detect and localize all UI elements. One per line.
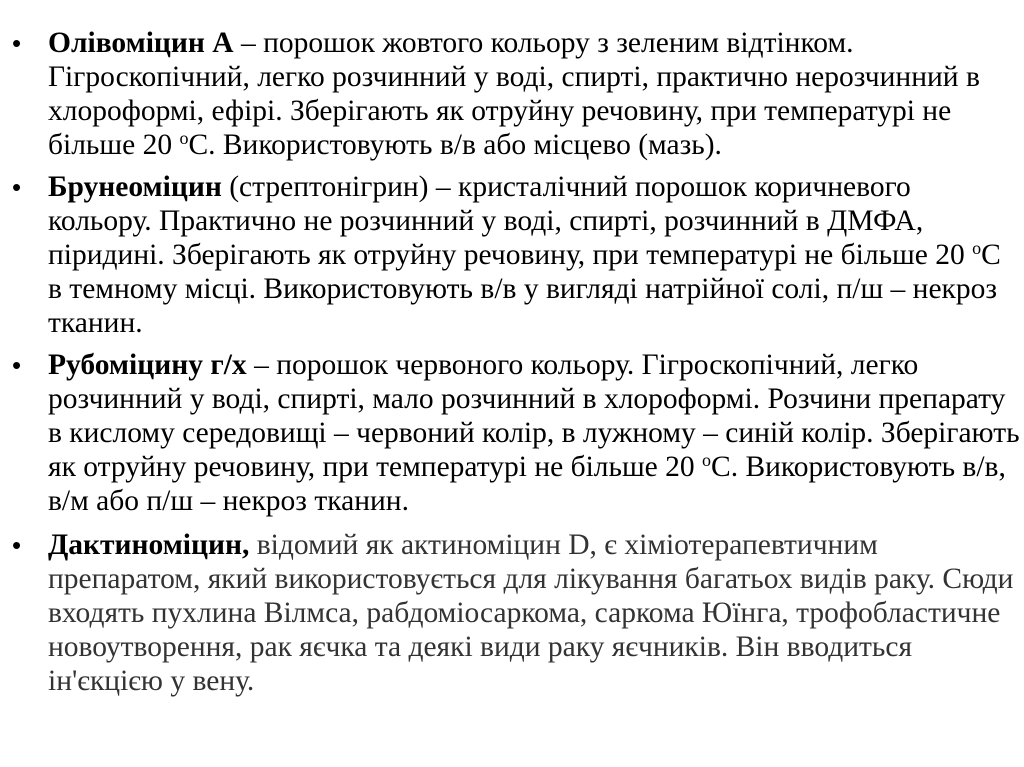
bullet-text	[48, 528, 1020, 698]
bullet-text	[48, 348, 1020, 518]
bullet-text	[48, 170, 1020, 340]
bullet-item	[0, 528, 1024, 698]
degree-superscript: о	[179, 128, 189, 148]
bullet-item	[0, 348, 1024, 518]
drug-name: Олівоміцин А	[48, 27, 234, 59]
description-text: – порошок червоного кольору. Гігроскопічний, легко розчинний у воді, спирті, мало розчинний в хлороформі. Розчини препарату в кислому середовищі – червоний колір, в лужному – синій колір. Зберігають як отруйну речовину, при температурі не більше 20	[48, 349, 1020, 483]
description-text: С в темному місці. Використовують в/в у вигляді натрійної солі, п/ш – некроз тканин.	[48, 239, 1001, 339]
drug-name: Брунеоміцин	[48, 171, 222, 203]
bullet-dot-icon: •	[12, 28, 22, 58]
bullet-item	[0, 26, 1024, 162]
degree-superscript: о	[702, 450, 712, 470]
description-text: (стрептонігрин) – кристалічний порошок коричневого кольору. Практично не розчинний у воді, спирті, розчинний в ДМФА, піридині. Зберігають як отруйну речовину, при температурі не більше 20	[48, 171, 973, 271]
bullet-item	[0, 170, 1024, 340]
bullet-list	[0, 26, 1024, 706]
drug-name: Рубоміцину г/х	[48, 349, 247, 381]
degree-superscript: о	[972, 238, 982, 258]
description-text: – порошок жовтого кольору з зеленим відтінком. Гігроскопічний, легко розчинний у воді, спирті, практично нерозчинний в хлороформі, ефірі. Зберігають як отруйну речовину, при температурі не більше 20	[48, 27, 980, 161]
bullet-dot-icon: •	[12, 172, 22, 202]
bullet-text	[48, 26, 1020, 162]
bullet-dot-icon: •	[12, 530, 22, 560]
description-text: С. Використовують в/в, в/м або п/ш – некроз тканин.	[48, 451, 1006, 517]
description-text: відомий як актиноміцин D, є хіміотерапевтичним препаратом, який використовується для лікування багатьох видів раку. Сюди входять пухлина Вілмса, рабдоміосаркома, саркома Юїнга, трофобластичне новоутворення, рак яєчка та деякі види раку яєчників. Він вводиться ін'єкцією у вену.	[48, 529, 1014, 697]
description-text: С. Використовують в/в або місцево (мазь).	[188, 129, 722, 161]
drug-name: Дактиноміцин,	[48, 529, 250, 561]
bullet-dot-icon: •	[12, 350, 22, 380]
